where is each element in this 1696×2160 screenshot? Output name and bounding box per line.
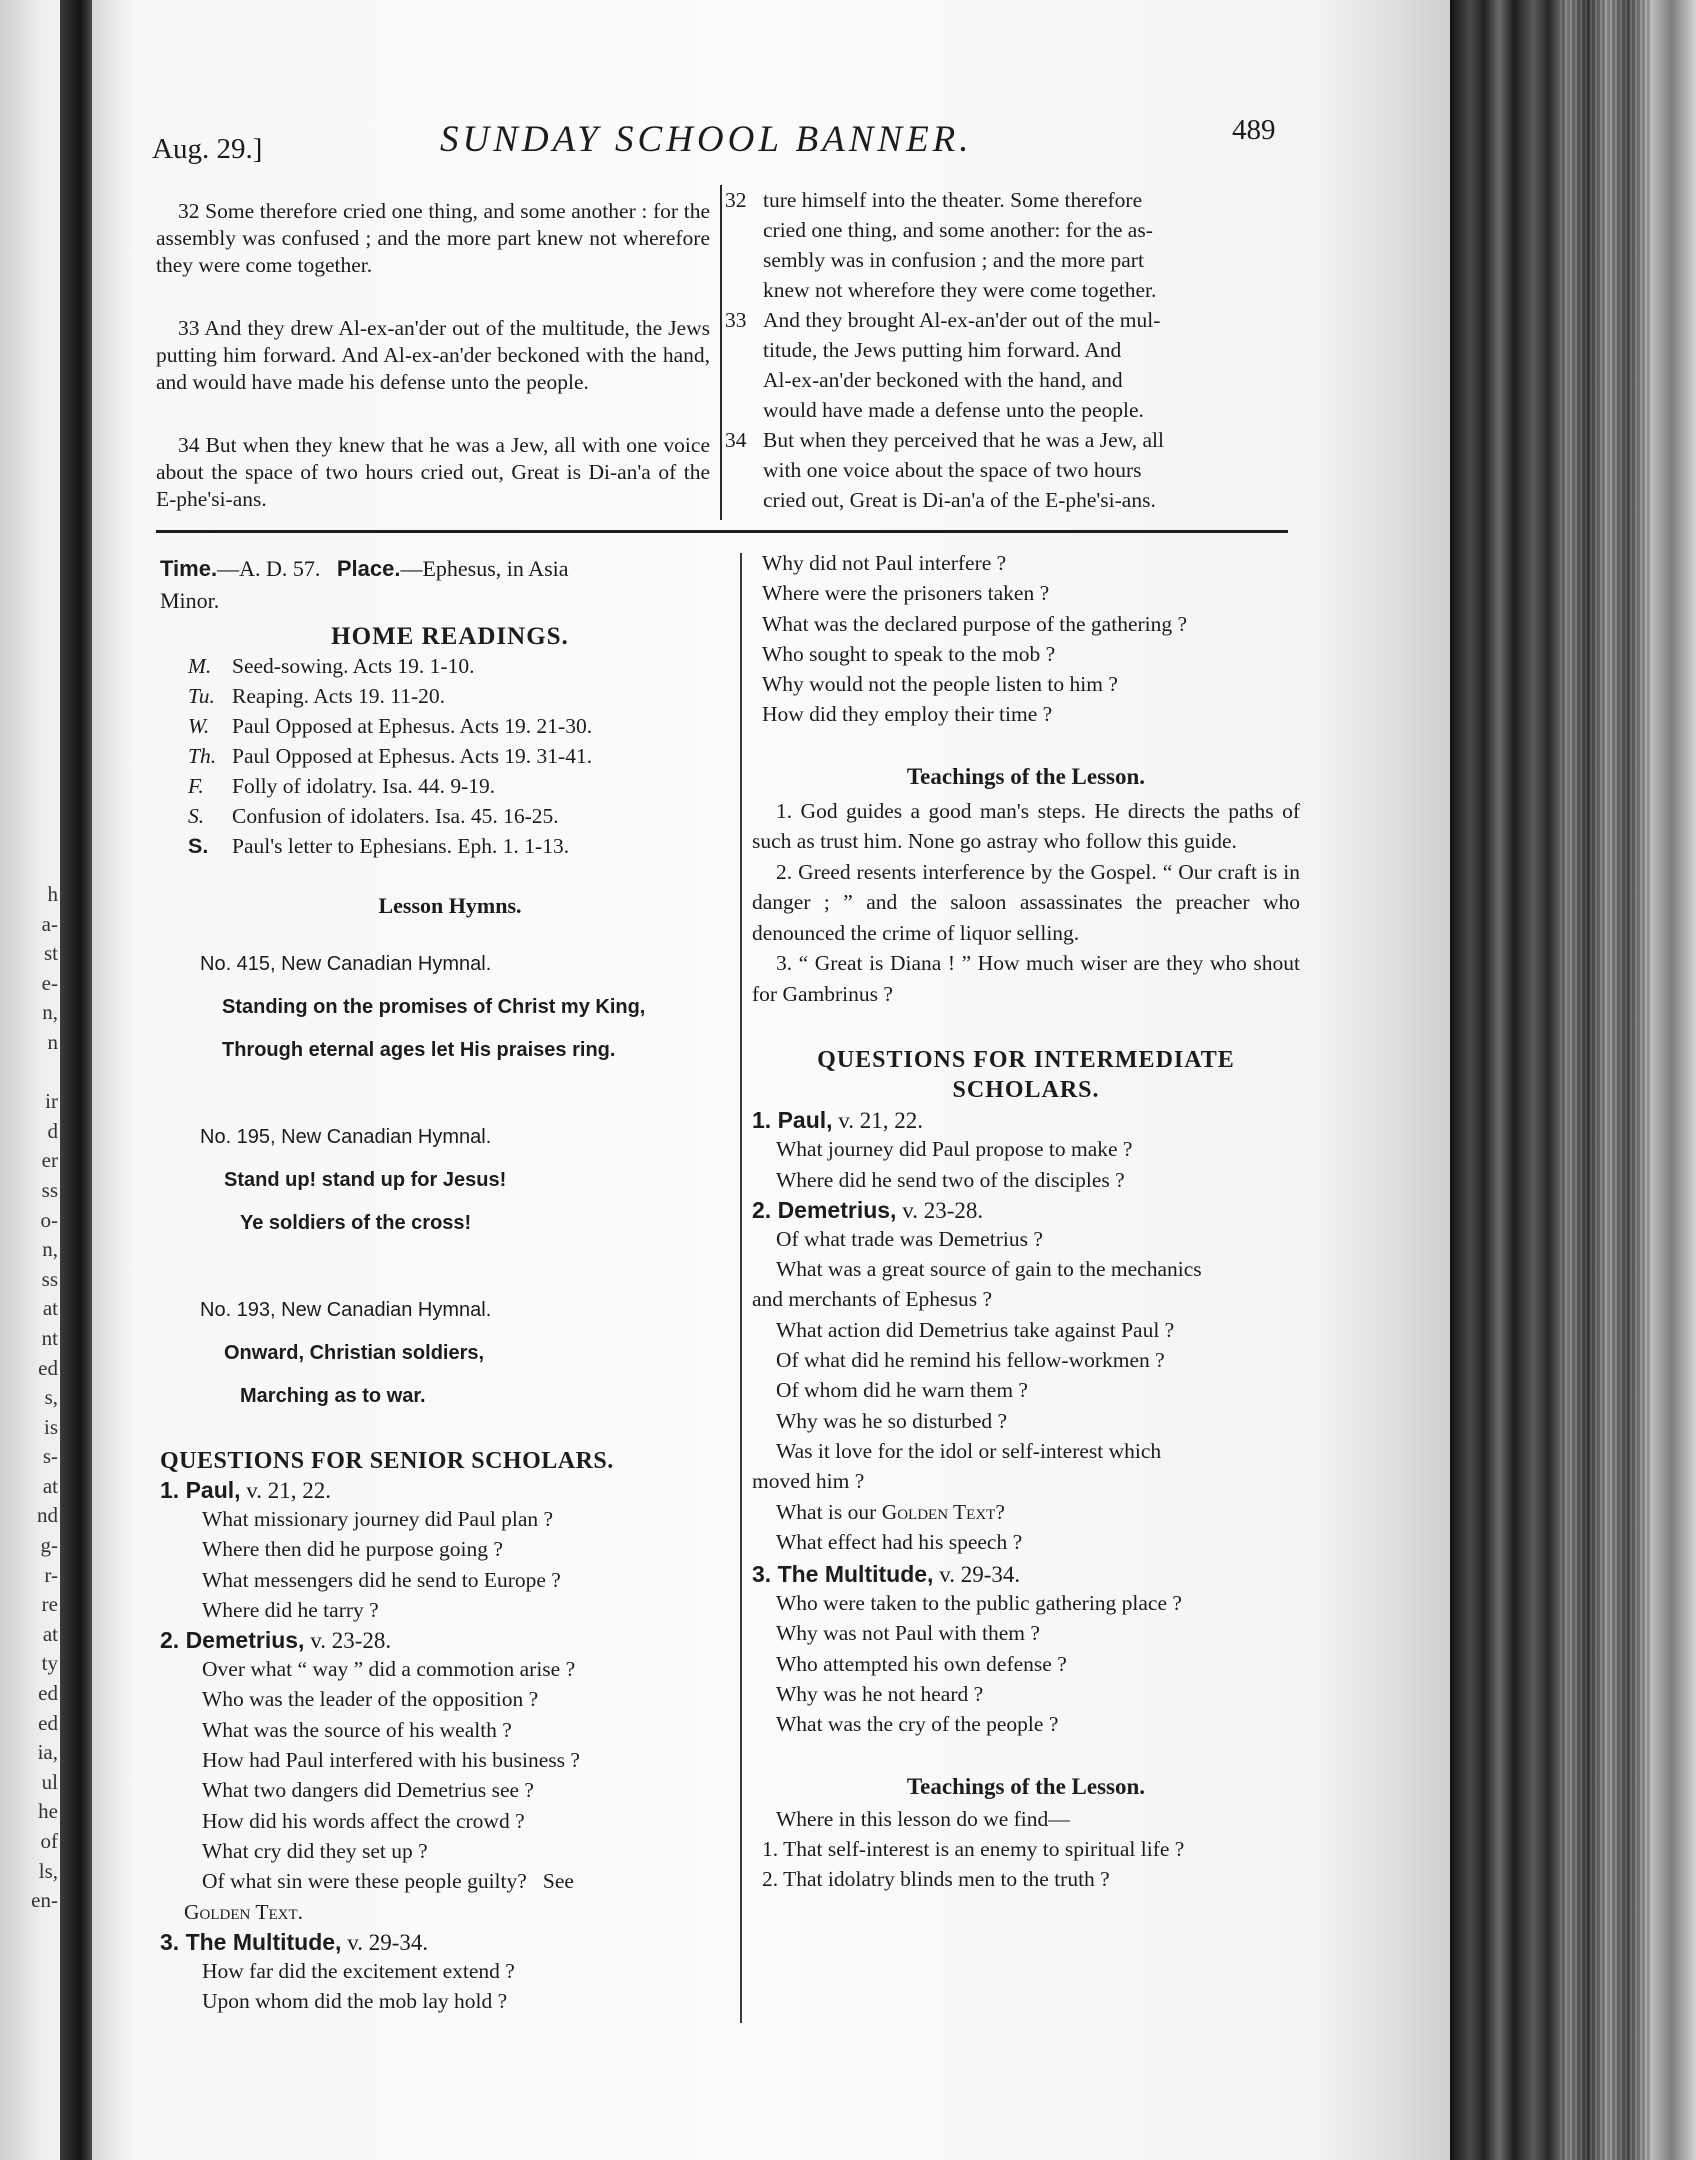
teachings-heading: Teachings of the Lesson.	[906, 763, 1146, 789]
facing-page-fragment: s-	[42, 1444, 58, 1469]
home-readings-list	[160, 651, 740, 861]
teaching-intro: Where in this lesson do we find—	[776, 1806, 1070, 1831]
facing-page-fragment: o-	[40, 1207, 58, 1232]
hymn-line: Onward, Christian soldiers,	[224, 1342, 485, 1364]
question: What was the declared purpose of the gathering ?	[762, 611, 1188, 636]
reading-text: Seed-sowing. Acts 19. 1-10.	[232, 654, 475, 678]
facing-page-fragment: re	[41, 1592, 58, 1617]
scripture-column-divider	[720, 185, 722, 520]
reading-item	[160, 831, 740, 861]
teaching-paragraph	[752, 948, 1300, 1009]
verse-line: knew not wherefore they were come together.	[763, 278, 1157, 302]
reading-day: W.	[188, 714, 210, 738]
question-cont: and merchants of Ephesus ?	[752, 1287, 993, 1312]
facing-page-fragment: st	[43, 941, 58, 966]
left-column	[160, 553, 740, 2016]
question: What cry did they set up ?	[202, 1838, 428, 1863]
question: Who was the leader of the opposition ?	[202, 1687, 539, 1712]
scripture-revised-column	[725, 185, 1290, 515]
facing-page-fragment: ir	[45, 1089, 58, 1114]
question: What was the cry of the people ?	[776, 1712, 1059, 1737]
teaching-text: 1. God guides a good man's steps. He directs the paths of such as trust him. None go astray who follow this guide.	[752, 798, 1300, 854]
reading-day: S.	[188, 804, 205, 828]
verse-text	[763, 425, 1290, 515]
section-ref: v. 23-28.	[896, 1197, 984, 1223]
question: What effect had his speech ?	[776, 1529, 1023, 1554]
section-ref: v. 21, 22.	[240, 1478, 332, 1503]
reading-item	[160, 711, 740, 741]
reading-text: Paul Opposed at Ephesus. Acts 19. 21-30.	[232, 714, 593, 738]
facing-page-fragment: er	[41, 1148, 58, 1173]
question: Who attempted his own defense ?	[776, 1651, 1067, 1676]
facing-page-fragment: d	[47, 1118, 58, 1143]
scripture-authorized-column	[156, 198, 710, 549]
question: Where did he send two of the disciples ?	[776, 1167, 1125, 1192]
question: What action did Demetrius take against Paul ?	[776, 1317, 1175, 1342]
facing-page-fragment: n	[47, 1029, 58, 1054]
facing-page-fragment: ss	[41, 1266, 58, 1291]
question-cont: moved him ?	[752, 1469, 865, 1494]
verse-text	[763, 305, 1290, 425]
verse-line: And they brought Al-ex-an'der out of the mul-	[763, 308, 1161, 332]
verse-line: titude, the Jews putting him forward. And	[763, 338, 1122, 362]
facing-page-fragment: a-	[41, 911, 58, 936]
question: Why would not the people listen to him ?	[762, 672, 1118, 697]
facing-page-fragment: at	[42, 1296, 58, 1321]
page-edges	[1560, 0, 1650, 2160]
question: How did they employ their time ?	[762, 702, 1053, 727]
intermediate-section-3	[752, 1561, 1300, 1588]
verse-34-left: 34 But when they knew that he was a Jew, all with one voice about the space of two hours cried out, Great is Di-an'a of the E-phe'si-ans.	[156, 433, 710, 511]
question: What two dangers did Demetrius see ?	[202, 1778, 534, 1803]
facing-page-fragment: ed	[38, 1681, 58, 1706]
hymn-line: Stand up! stand up for Jesus!	[224, 1169, 507, 1191]
section-ref: v. 23-28.	[304, 1628, 392, 1654]
question: Who were taken to the public gathering place ?	[776, 1591, 1182, 1616]
reading-day: Tu.	[188, 684, 215, 708]
senior-section-1	[160, 1477, 740, 1504]
verse-text	[763, 185, 1290, 305]
facing-page-fragment: is	[43, 1414, 58, 1439]
section-title: 2. Demetrius,	[752, 1196, 897, 1223]
golden-text-ref: Golden Text	[881, 1499, 996, 1524]
intermediate-section-2	[752, 1197, 1300, 1224]
time-label: Time.	[160, 556, 218, 581]
senior-section-2	[160, 1627, 740, 1654]
question: How did his words affect the crowd ?	[202, 1808, 525, 1833]
teaching-text: 3. “ Great is Diana ! ” How much wiser are they who shout for Gambrinus ?	[752, 951, 1300, 1006]
facing-page-fragment: ed	[38, 1710, 58, 1735]
verse-line: would have made a defense unto the people.	[763, 398, 1144, 422]
question: What messengers did he send to Europe ?	[202, 1567, 561, 1592]
hymn-line: Marching as to war.	[240, 1385, 426, 1407]
teaching-text: 2. Greed resents interference by the Gospel. “ Our craft is in danger ; ” and the saloon assassinates the preacher who denounced the crime of liquor selling.	[752, 859, 1300, 945]
reading-day: M.	[188, 654, 212, 678]
hymn-number: No. 195, New Canadian Hymnal.	[200, 1126, 492, 1148]
reading-day: F.	[188, 774, 204, 798]
verse-line: ture himself into the theater. Some therefore	[763, 188, 1143, 212]
place-value-cont: Minor.	[160, 588, 220, 613]
teachings-heading-2: Teachings of the Lesson.	[906, 1773, 1146, 1799]
time-place	[160, 553, 740, 617]
page-number: 489	[1232, 114, 1276, 146]
verse-number: 33	[725, 308, 747, 332]
facing-page-fragment: e-	[41, 970, 58, 995]
reading-item	[160, 801, 740, 831]
facing-page-fragment: ia,	[37, 1740, 58, 1765]
question: Of what sin were these people guilty? See	[202, 1869, 574, 1894]
question: Who sought to speak to the mob ?	[762, 641, 1056, 666]
facing-page-text-fragments	[0, 880, 58, 1916]
question: Why did not Paul interfere ?	[762, 551, 1007, 575]
facing-page-fragment: s,	[44, 1385, 58, 1410]
time-value: —A. D. 57.	[217, 556, 321, 581]
verse-line: Al-ex-an'der beckoned with the hand, and	[763, 368, 1123, 392]
question: Of what trade was Demetrius ?	[776, 1226, 1043, 1251]
facing-page-fragment: h	[47, 882, 58, 906]
facing-page-fragment: of	[40, 1829, 58, 1853]
senior-questions-heading: QUESTIONS FOR SENIOR SCHOLARS.	[160, 1448, 614, 1474]
intermediate-questions-heading	[752, 1045, 1300, 1105]
question: Where were the prisoners taken ?	[762, 581, 1050, 606]
facing-page-fragment: at	[42, 1473, 58, 1498]
verse-number: 32	[725, 188, 747, 212]
question: Where did he tarry ?	[202, 1597, 379, 1622]
verse-line: cried out, Great is Di-an'a of the E-phe'si-ans.	[763, 488, 1156, 512]
facing-page-fragment: at	[42, 1621, 58, 1646]
section-rule	[156, 530, 1288, 533]
golden-text-ref: Golden Text.	[184, 1899, 304, 1924]
question: What missionary journey did Paul plan ?	[202, 1507, 554, 1531]
facing-page-fragment: nt	[41, 1325, 58, 1350]
hymn-line: Ye soldiers of the cross!	[240, 1212, 472, 1234]
question: How far did the excitement extend ?	[202, 1958, 515, 1983]
verse-line: But when they perceived that he was a Jew, all	[763, 428, 1164, 452]
facing-page-fragment: en-	[31, 1888, 58, 1913]
section-title: 2. Demetrius,	[160, 1627, 305, 1654]
question: What was a great source of gain to the mechanics	[776, 1257, 1202, 1282]
teaching-item: 2. That idolatry blinds men to the truth ?	[762, 1867, 1110, 1892]
section-ref: v. 29-34.	[933, 1562, 1021, 1588]
question: Why was he so disturbed ?	[776, 1408, 1008, 1433]
section-title: 3. The Multitude,	[160, 1928, 342, 1955]
verse-line: with one voice about the space of two hours	[763, 458, 1142, 482]
facing-page-fragment: g-	[40, 1533, 58, 1558]
facing-page-fragment: he	[38, 1799, 58, 1824]
hymn-line: Through eternal ages let His praises ring.	[222, 1039, 616, 1061]
column-divider	[740, 553, 742, 2023]
question	[752, 1497, 1300, 1527]
header-title: SUNDAY SCHOOL BANNER.	[440, 119, 973, 160]
question: Why was not Paul with them ?	[776, 1621, 1040, 1646]
teaching-item: 1. That self-interest is an enemy to spiritual life ?	[762, 1836, 1185, 1861]
verse-number: 34	[725, 428, 747, 452]
verse-33-right	[725, 305, 1290, 425]
heading-line: SCHOLARS.	[952, 1077, 1100, 1104]
section-ref: v. 21, 22.	[832, 1108, 924, 1134]
facing-page-fragment: nd	[37, 1503, 58, 1528]
heading-line: QUESTIONS FOR INTERMEDIATE	[817, 1047, 1235, 1074]
question-mark: ?	[995, 1499, 1005, 1524]
home-readings-heading: HOME READINGS.	[331, 623, 569, 650]
question: Where then did he purpose going ?	[202, 1537, 503, 1562]
question: Upon whom did the mob lay hold ?	[202, 1989, 508, 2014]
question-text: What is our	[776, 1499, 882, 1524]
intermediate-section-1	[752, 1107, 1300, 1134]
facing-page-fragment: ss	[41, 1177, 58, 1202]
right-column	[752, 548, 1300, 1895]
facing-page-fragment: n,	[42, 1237, 58, 1262]
reading-item	[160, 681, 740, 711]
question: How had Paul interfered with his business ?	[202, 1748, 580, 1773]
reading-item	[160, 741, 740, 771]
verse-32-right	[725, 185, 1290, 305]
reading-item	[160, 771, 740, 801]
place-label: Place.	[336, 556, 401, 581]
question: Of what did he remind his fellow-workmen ?	[776, 1348, 1165, 1373]
hymn-number: No. 193, New Canadian Hymnal.	[200, 1299, 492, 1321]
facing-page-fragment: ed	[38, 1355, 58, 1380]
reading-text: Confusion of idolaters. Isa. 45. 16-25.	[232, 804, 559, 828]
section-title: 1. Paul,	[752, 1107, 833, 1134]
verse-32-left: 32 Some therefore cried one thing, and some another : for the assembly was confused ; and the more part knew not wherefore they were come together.	[156, 199, 710, 277]
senior-section-3	[160, 1929, 740, 1956]
reading-text: Folly of idolatry. Isa. 44. 9-19.	[232, 774, 496, 798]
reading-day: S.	[188, 834, 209, 858]
verse-line: sembly was in confusion ; and the more part	[763, 248, 1144, 272]
teaching-paragraph	[752, 796, 1300, 857]
reading-text: Reaping. Acts 19. 11-20.	[232, 684, 445, 708]
book-gutter	[60, 0, 94, 2160]
question: Over what “ way ” did a commotion arise ?	[202, 1657, 576, 1682]
place-value: —Ephesus, in Asia	[400, 556, 569, 581]
lesson-hymns-heading: Lesson Hymns.	[378, 893, 522, 918]
reading-text: Paul Opposed at Ephesus. Acts 19. 31-41.	[232, 744, 593, 768]
question: Was it love for the idol or self-interest which	[776, 1438, 1162, 1463]
question: What journey did Paul propose to make ?	[776, 1137, 1133, 1162]
facing-page-fragment: ul	[41, 1769, 58, 1794]
facing-page-fragment	[0, 1058, 58, 1088]
hymn-line: Standing on the promises of Christ my King,	[222, 996, 646, 1018]
section-title: 3. The Multitude,	[752, 1561, 934, 1588]
reading-text: Paul's letter to Ephesians. Eph. 1. 1-13.	[232, 834, 570, 858]
verse-33-left: 33 And they drew Al-ex-an'der out of the multitude, the Jews putting him forward. And Al-ex-an'der beckoned with the hand, and would have made his defense unto the people.	[156, 316, 710, 394]
header-date: Aug. 29.]	[152, 133, 263, 165]
verse-line: cried one thing, and some another: for the as-	[763, 218, 1153, 242]
question: Why was he not heard ?	[776, 1682, 984, 1707]
facing-page-fragment: n,	[42, 1000, 58, 1025]
teaching-paragraph	[752, 857, 1300, 949]
question: Of whom did he warn them ?	[776, 1378, 1028, 1403]
section-title: 1. Paul,	[160, 1477, 241, 1503]
verse-34-right	[725, 425, 1290, 515]
facing-page-fragment: ls,	[38, 1858, 58, 1883]
question: What was the source of his wealth ?	[202, 1717, 512, 1742]
facing-page-fragment: ty	[41, 1651, 58, 1676]
reading-day: Th.	[188, 744, 217, 768]
reading-item	[160, 651, 740, 681]
hymn-number: No. 415, New Canadian Hymnal.	[200, 953, 492, 975]
facing-page-fragment: r-	[44, 1562, 58, 1587]
section-ref: v. 29-34.	[341, 1929, 429, 1955]
